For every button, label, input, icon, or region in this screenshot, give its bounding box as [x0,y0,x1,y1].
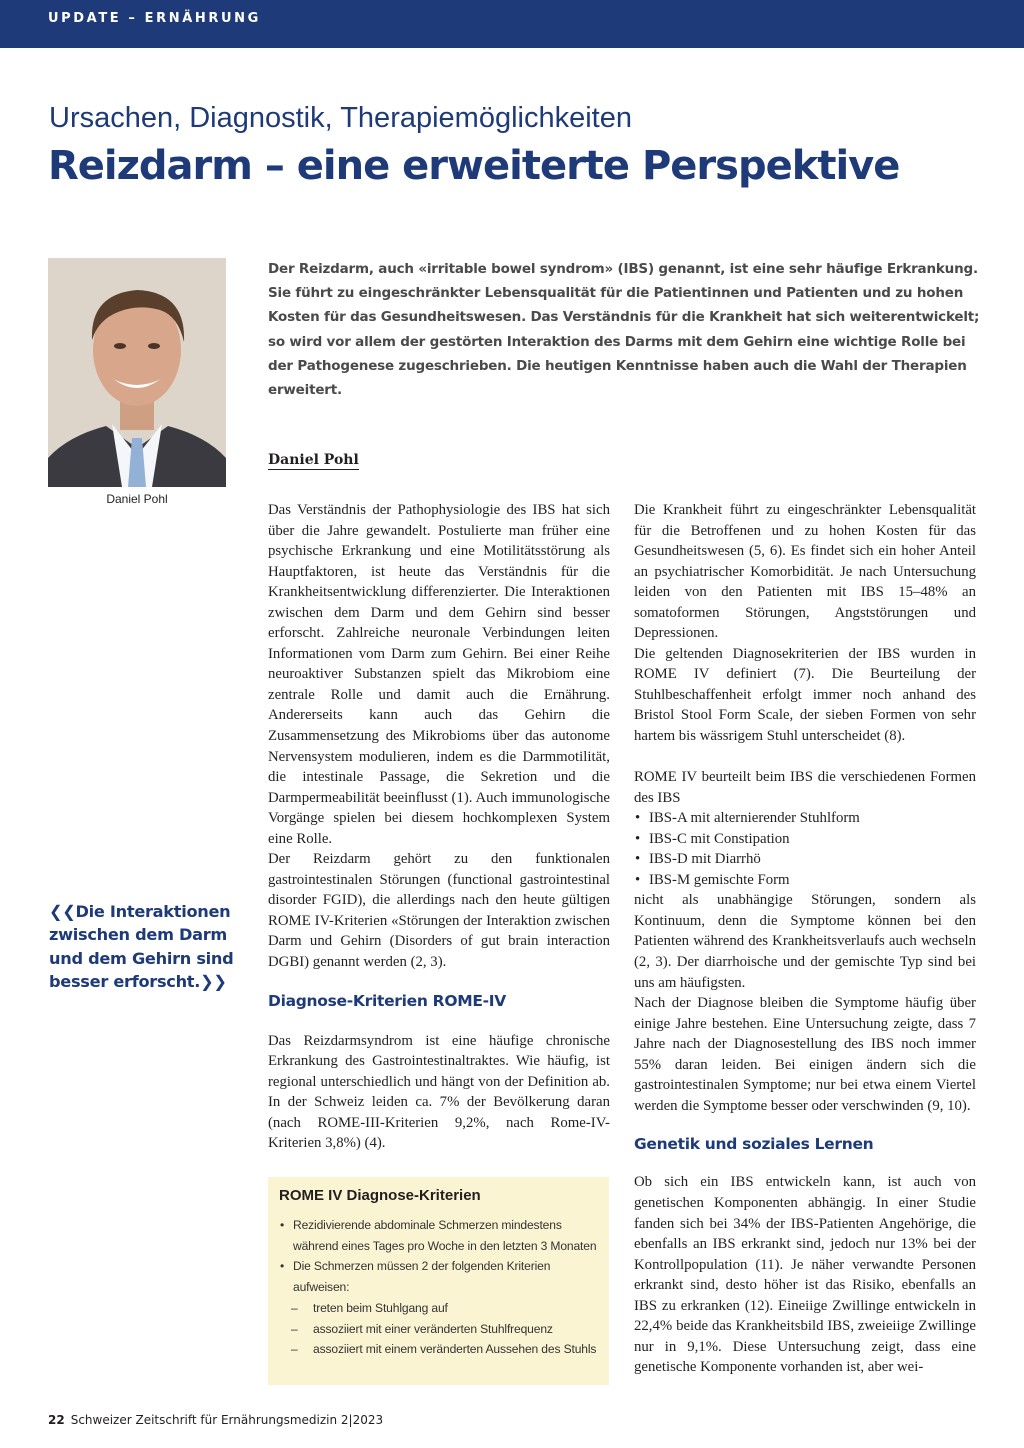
text-column-right [634,500,976,1378]
page-number: 22 [48,1413,65,1427]
body-paragraph: Die geltenden Diagnosekriterien der IBS wurden in ROME IV definiert (7). Die Beurteilung der Stuhlbeschaffenheit erfolgt immer noch anhand des Bristol Stool Form Scale, der sieben Formen von sehr hartem bis wässrigem Stuhl unterscheidet (8). [634,645,976,745]
text-column-left [268,500,610,1154]
criteria-sublist [279,1298,598,1360]
author-byline: Daniel Pohl [268,452,359,468]
body-paragraph: Ob sich ein IBS entwickeln kann, ist auch von genetischen Komponenten abhängig. In einer Studie fanden sich bei 34% der IBS-Patienten Angehörige, die ebenfalls an IBS erkrankt sind, jedoch nur 13% bei der Kontrollpopulation (11). Je näher verwandte Personen erkrankt sind, desto höher ist das Risiko, ebenfalls an IBS zu erkranken (12). Eineiige Zwillinge entwickeln in 22,4% beide das Krankheitsbild IBS, zweieiige Zwillinge nur in 9,1%. Diese Untersuchung zeigt, dass eine genetische Komponente vorhanden ist, aber wei- [634,1174,976,1376]
criteria-item [279,1256,598,1360]
body-paragraph: Das Verständnis der Pathophysiologie des IBS hat sich über die Jahre gewandelt. Postulierte man früher eine psychische Erkrankung und eine Motilitätsstörung als Hauptfaktoren, ist heute das Verständnis für die Krankheitsentwicklung differenzierter. Die Interaktionen zwischen dem Darm und dem Gehirn sind besser erforscht. Zahlreiche neuronale Verbindungen leiten Informationen vom Darm zum Gehirn. Bei einer Reihe neuroaktiver Substanzen spielt das Mikrobiom eine zentrale Rolle und damit auch die Ernährung. Andererseits kann auch das Gehirn die Zusammensetzung des Mikrobioms über das autonome Nervensystem modulieren, indem es die Darmmotilität, die intestinale Passage, die Sekretion und die Darmpermeabilität beeinflusst (1). Auch immunologische Vorgänge spielen bei diesem hochkomplexen System eine Rolle. [268,502,610,847]
criteria-box [268,1177,609,1385]
criteria-subitem: – treten beim Stuhlgang auf [279,1298,598,1319]
journal-name: Schweizer Zeitschrift für Ernährungsmedizin 2|2023 [70,1413,384,1427]
quote-close-mark: ❯❯ [200,971,227,991]
article-title: Reizdarm – eine erweiterte Perspektive [48,143,900,189]
article-subtitle: Ursachen, Diagnostik, Therapiemöglichkeiten [49,102,632,134]
lead-paragraph: Der Reizdarm, auch «irritable bowel syndrom» (IBS) genannt, ist eine sehr häufige Erkrankung. Sie führt zu eingeschränkter Lebensqualität für die Patientinnen und Patienten und zu hohen Kosten für das Gesundheitswesen. Das Verständnis für die Krankheit hat sich weiterentwickelt; so wird vor allem der gestörten Interaktion des Darms mit dem Gehirn eine wichtige Rolle bei der Pathogenese zugeschrieben. Die heutigen Kenntnisse haben auch die Wahl der Therapien erweitert. [268,261,980,399]
section-heading-genetik: Genetik und soziales Lernen [634,1135,874,1154]
body-paragraph: Nach der Diagnose bleiben die Symptome häufig über einige Jahre bestehen. Eine Untersuchung zeigte, dass 7 Jahre nach der Diagnosestellung des IBS noch immer 55% daran leiden. Bei einigen ändern sich die gastrointestinalen Symptome; nur bei etwa einem Viertel werden die Symptome besser oder verschwinden (9, 10). [634,995,976,1114]
criteria-item-text: Die Schmerzen müssen 2 der folgenden Kriterien aufweisen: [293,1259,551,1295]
body-paragraph: nicht als unabhängige Störungen, sondern als Kontinuum, denn die Symptome können bei den Patienten während des Krankheitsverlaufs auch wechseln (2, 3). Der diarrhoische und der gemischte Typ sind bei uns am häufigsten. [634,892,976,991]
pull-quote [49,900,249,993]
body-paragraph: Das Reizdarmsyndrom ist eine häufige chronische Erkrankung des Gastrointestinaltraktes. Wie häufig, ist regional unterschiedlich und hängt von der Definition ab. In der Schweiz leiden ca. 7% der Bevölkerung daran (nach ROME-III-Kriterien 9,2%, nach Rome-IV-Kriterien 3,8%) (4). [268,1032,610,1152]
criteria-subitem: – assoziiert mit einem veränderten Aussehen des Stuhls [279,1339,598,1360]
criteria-box-title: ROME IV Diagnose-Kriterien [279,1187,481,1204]
section-heading-rome: Diagnose-Kriterien ROME-IV [268,991,506,1010]
body-paragraph: Der Reizdarm gehört zu den funktionalen gastrointestinalen Störungen (functional gastrointestinal disorder FGID), die allerdings nach den heute gültigen ROME IV-Kriterien «Störungen der Interaktion zwischen Darm und Gehirn (Disorders of gut brain interaction DGBI) genannt werden (2, 3). [268,851,610,971]
quote-open-mark: ❮❮ [49,902,76,921]
page-footer [48,1413,383,1427]
pull-quote-text: Die Interaktionen zwischen dem Darm und dem Gehirn sind besser erforscht. [49,902,234,991]
body-paragraph: ROME IV beurteilt beim IBS die verschiedenen Formen des IBS [634,769,976,806]
criteria-subitem: – assoziiert mit einer veränderten Stuhlfrequenz [279,1319,598,1340]
author-photo [48,258,226,487]
criteria-list [279,1215,598,1360]
author-portrait-illustration [48,258,226,487]
ibs-type-list [634,808,976,890]
criteria-item: • Rezidivierende abdominale Schmerzen mindestens während eines Tages pro Woche in den letzten 3 Monaten [279,1215,598,1256]
ibs-type-item: • IBS-C mit Constipation [634,829,976,850]
ibs-type-item: • IBS-A mit alternierender Stuhlform [634,808,976,829]
section-label: UPDATE – ERNÄHRUNG [48,11,261,26]
photo-caption: Daniel Pohl [106,492,168,506]
ibs-type-item: • IBS-M gemischte Form [634,870,976,891]
section-header-bar [0,0,1024,48]
ibs-type-item: • IBS-D mit Diarrhö [634,849,976,870]
body-paragraph: Die Krankheit führt zu eingeschränkter Lebensqualität für die Betroffenen und zu hohen Kosten für das Gesundheitswesen (5, 6). Es findet sich ein hoher Anteil an psychiatrischer Komorbidität. Je nach Untersuchung leiden von den Patienten mit IBS 15–48% an somatoformen Störungen, Angststörungen und Depressionen. [634,502,976,642]
